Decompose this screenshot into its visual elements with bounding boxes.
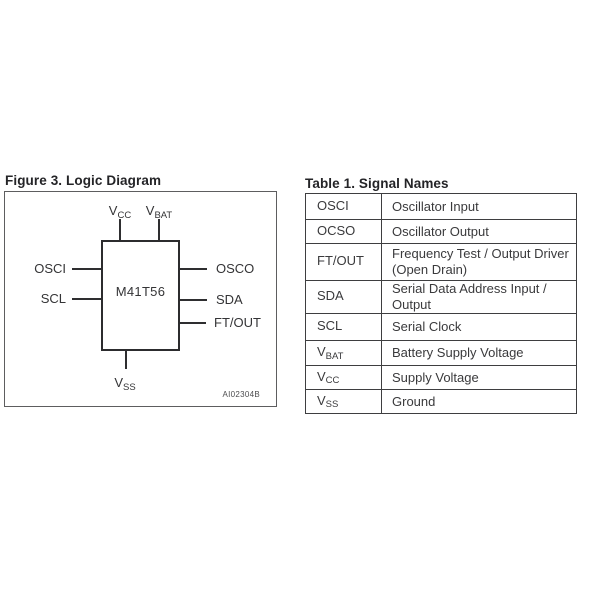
pin-label-vss-base: V [114,375,123,390]
pin-line-ftout [180,322,206,324]
pin-line-osci [72,268,101,270]
signal-cell [306,366,382,390]
signal-subscript: SS [325,399,339,410]
figure-reference-code: AI02304B [222,390,260,399]
table-caption: Table 1. Signal Names [305,176,449,191]
pin-line-sda [180,299,207,301]
pin-label-vbat [135,203,183,220]
description-cell [382,314,577,341]
description-text: Oscillator Output [392,223,489,239]
description-text: Frequency Test / Output Driver [392,246,569,261]
table-row [306,314,577,341]
table-row [306,244,577,281]
description-text-line2: (Open Drain) [392,262,468,277]
pin-label-vcc-base: V [108,203,118,218]
pin-line-osco [180,268,207,270]
signal-subscript: CC [325,375,340,386]
description-cell [382,244,577,281]
chip-box [101,240,180,351]
pin-label-osci: OSCI [34,261,66,276]
description-cell [382,220,577,244]
signal-cell [306,314,382,341]
chip-label: M41T56 [115,284,166,299]
signal-name: OCSO [317,222,356,238]
pin-line-scl [72,298,101,300]
pin-label-vss [101,375,149,392]
signal-names-table [305,193,577,414]
pin-label-osco: OSCO [216,261,255,276]
pin-line-vcc [119,219,121,240]
figure-caption: Figure 3. Logic Diagram [5,173,162,188]
signal-name: SCL [317,318,343,333]
pin-label-sda: SDA [216,292,243,307]
pin-label-vbat-subscript: BAT [154,209,173,221]
signal-cell [306,281,382,314]
pin-label-vbat-base: V [145,203,155,218]
description-text: Serial Clock [392,319,462,334]
description-text: Supply Voltage [392,369,479,385]
signal-cell [306,341,382,366]
pin-label-vss-subscript: SS [122,381,136,393]
description-cell [382,194,577,220]
description-text: Battery Supply Voltage [392,345,524,360]
description-text: Ground [392,393,436,409]
pin-label-ftout: FT/OUT [214,315,261,330]
table-row [306,390,577,414]
signal-name: V [317,368,326,384]
signal-name: V [317,344,326,359]
table-row [306,366,577,390]
figure-frame [4,191,277,407]
table-row [306,341,577,366]
signal-name: V [317,392,326,408]
table-row [306,194,577,220]
signal-name: SDA [317,288,344,303]
description-cell [382,341,577,366]
signal-cell [306,220,382,244]
description-cell [382,390,577,414]
pin-label-scl: SCL [40,291,66,306]
table-row [306,220,577,244]
signal-name: OSCI [317,197,349,213]
pin-label-vcc-subscript: CC [117,209,132,221]
pin-line-vbat [158,219,160,240]
signal-subscript: BAT [325,350,344,362]
pin-line-vss [125,350,127,369]
description-cell [382,281,577,314]
signal-cell [306,390,382,414]
signal-cell [306,194,382,220]
description-text: Serial Data Address Input / Output [392,281,547,312]
signal-name: FT/OUT [317,253,364,268]
signal-cell [306,244,382,281]
table-row [306,281,577,314]
description-cell [382,366,577,390]
description-text: Oscillator Input [392,198,479,214]
